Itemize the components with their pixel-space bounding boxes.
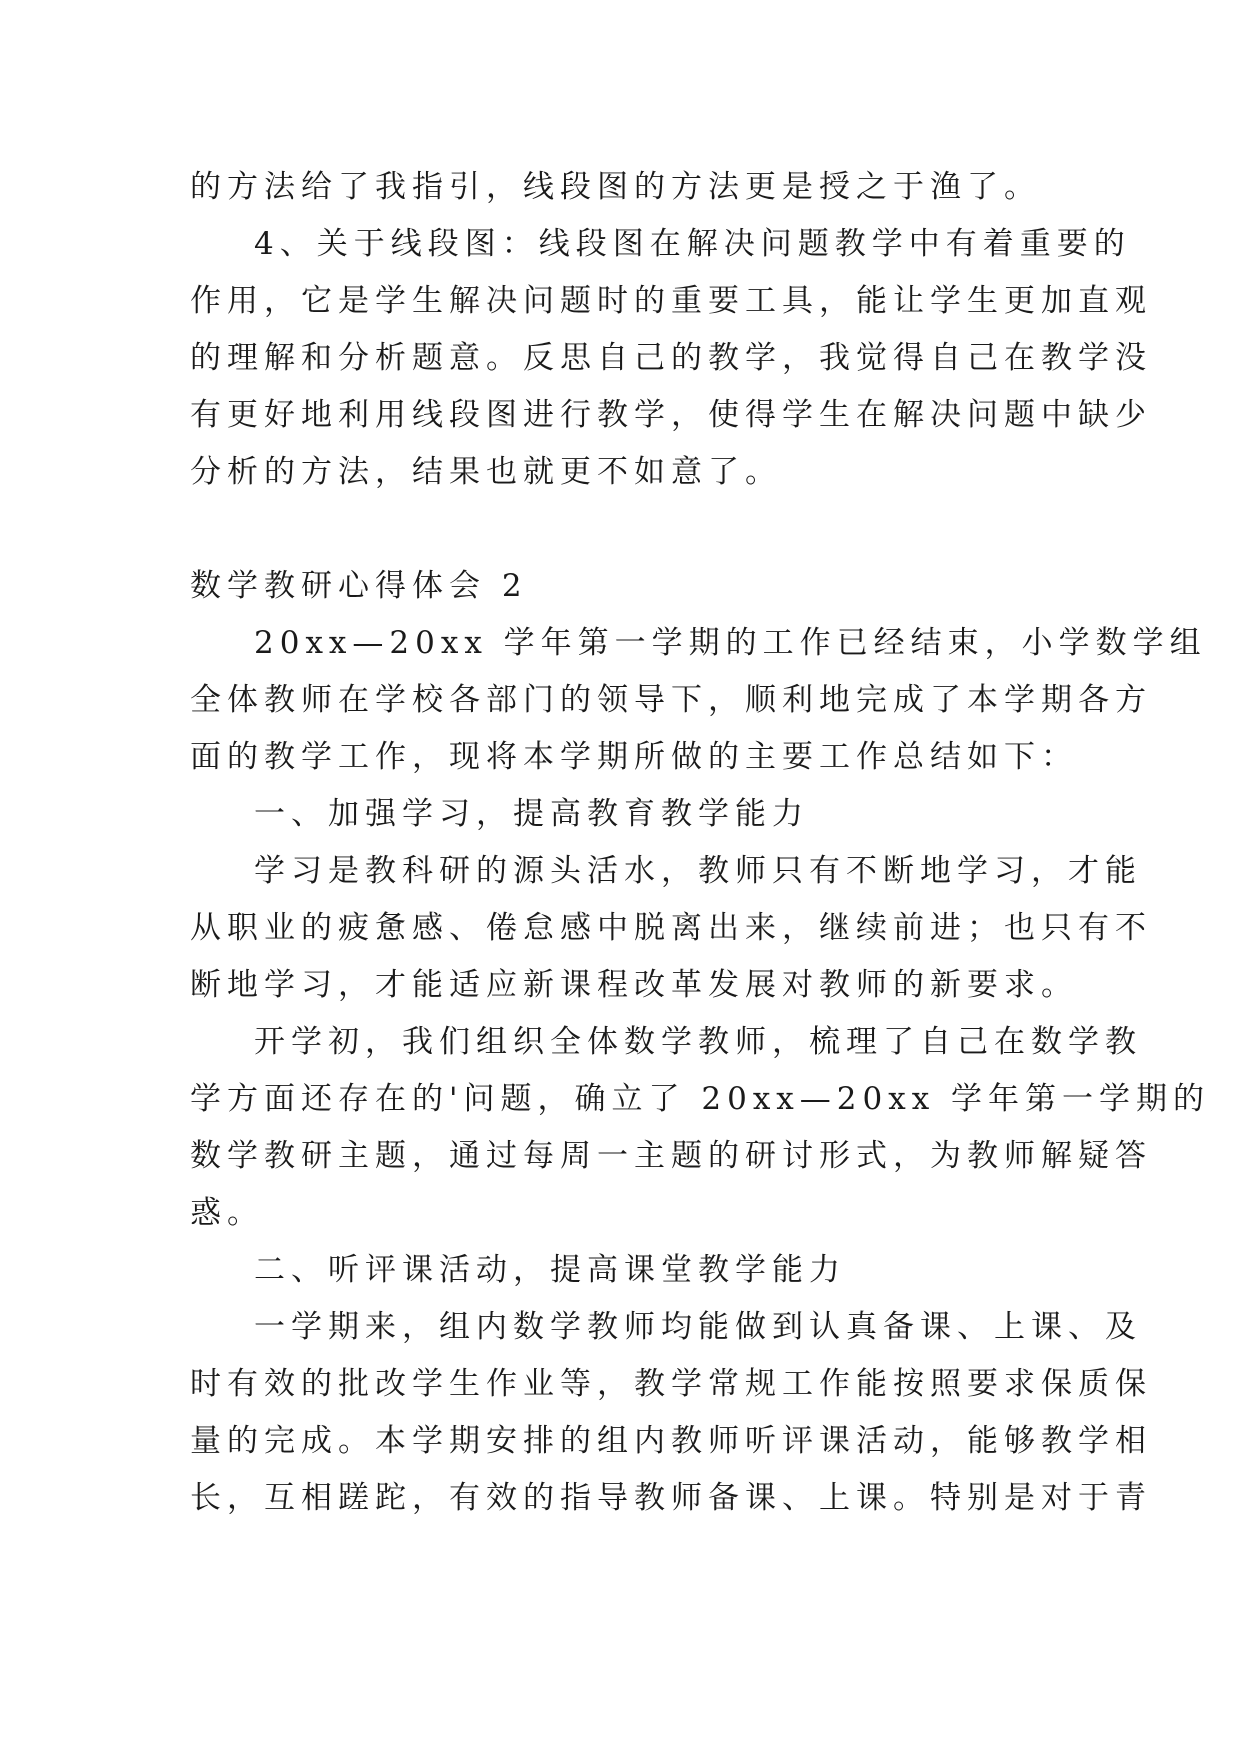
subheading: 一、加强学习，提高教育教学能力 — [254, 796, 809, 832]
text-line: 学习是教科研的源头活水，教师只有不断地学习，才能 — [254, 853, 1142, 889]
text-line: 的方法给了我指引，线段图的方法更是授之于渔了。 — [190, 169, 1041, 205]
text-line: 分析的方法，结果也就更不如意了。 — [190, 454, 782, 490]
text-line: 全体教师在学校各部门的领导下，顺利地完成了本学期各方 — [190, 682, 1152, 718]
text-line: 作用，它是学生解决问题时的重要工具，能让学生更加直观 — [190, 283, 1152, 319]
text-line: 开学初，我们组织全体数学教师，梳理了自己在数学教 — [254, 1024, 1142, 1060]
text-line: 惑。 — [190, 1195, 264, 1231]
text-line: 20xx—20xx 学年第一学期的工作已经结束，小学数学组 — [254, 625, 1207, 661]
text-line: 学方面还存在的'问题，确立了 20xx—20xx 学年第一学期的 — [190, 1081, 1211, 1117]
text-line: 长，互相蹉跎，有效的指导教师备课、上课。特别是对于青 — [190, 1480, 1152, 1516]
text-line: 数学教研主题，通过每周一主题的研讨形式，为教师解疑答 — [190, 1138, 1152, 1174]
section-title: 数学教研心得体会 2 — [190, 568, 528, 604]
text-line: 时有效的批改学生作业等，教学常规工作能按照要求保质保 — [190, 1366, 1152, 1402]
text-line: 量的完成。本学期安排的组内教师听评课活动，能够教学相 — [190, 1423, 1152, 1459]
text-line: 从职业的疲惫感、倦怠感中脱离出来，继续前进；也只有不 — [190, 910, 1152, 946]
text-line: 的理解和分析题意。反思自己的教学，我觉得自己在教学没 — [190, 340, 1152, 376]
subheading: 二、听评课活动，提高课堂教学能力 — [254, 1252, 846, 1288]
text-line: 面的教学工作，现将本学期所做的主要工作总结如下： — [190, 739, 1078, 775]
text-line: 有更好地利用线段图进行教学，使得学生在解决问题中缺少 — [190, 397, 1152, 433]
text-line: 一学期来，组内数学教师均能做到认真备课、上课、及 — [254, 1309, 1142, 1345]
text-line: 4、关于线段图：线段图在解决问题教学中有着重要的 — [254, 226, 1131, 262]
text-line: 断地学习，才能适应新课程改革发展对教师的新要求。 — [190, 967, 1078, 1003]
